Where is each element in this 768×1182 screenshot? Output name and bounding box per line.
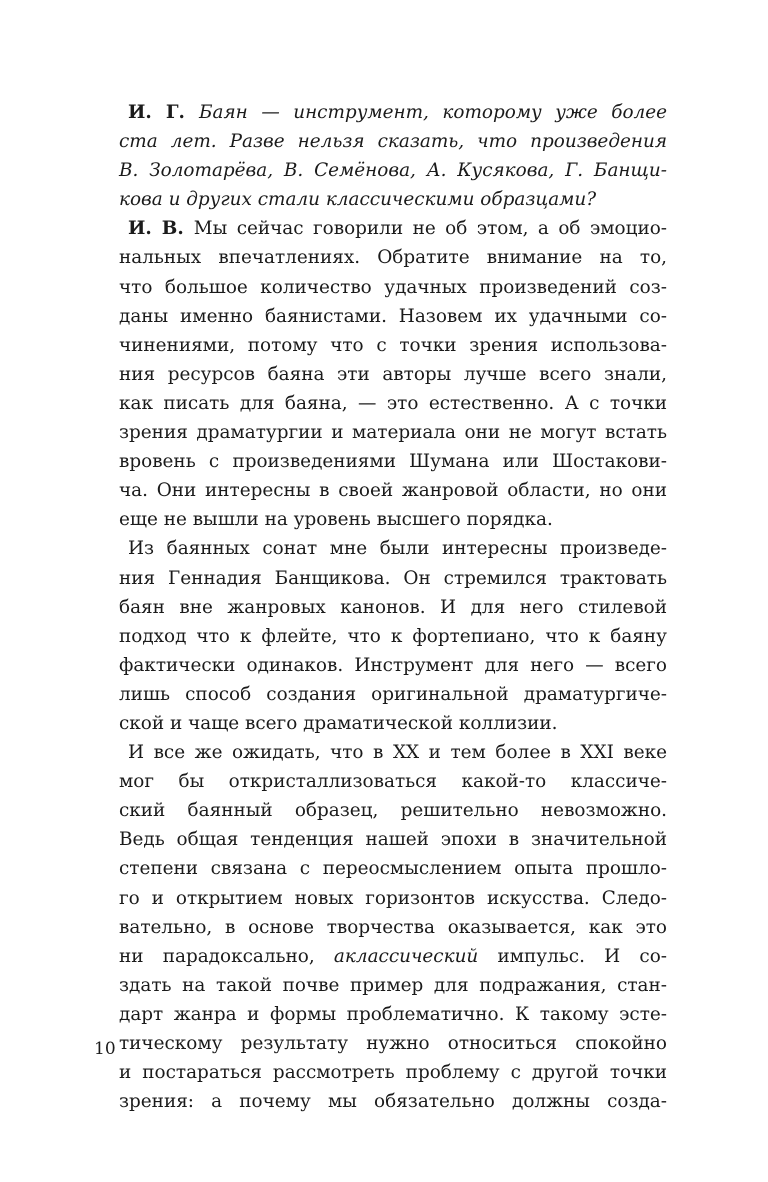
paragraph bbox=[119, 534, 667, 738]
text-segment: еще не вышли на уровень высшего порядка. bbox=[119, 509, 553, 531]
text-segment: Мы сейчас говорили не об этом, а об эмоцио- bbox=[193, 218, 668, 240]
text-line bbox=[119, 884, 667, 913]
text-segment: аклассический bbox=[333, 945, 479, 967]
text-segment: ни парадоксально, bbox=[119, 945, 334, 967]
text-line bbox=[119, 854, 667, 883]
text-segment: Ведь общая тенденция нашей эпохи в значительной bbox=[119, 829, 667, 851]
text-segment: го и открытием новых горизонтов искусства. Следо- bbox=[119, 887, 667, 909]
text-segment: дарт жанра и формы проблематично. К такому эсте- bbox=[119, 1003, 667, 1025]
text-line bbox=[119, 593, 667, 622]
text-line bbox=[119, 302, 667, 331]
text-segment: здать на такой почве пример для подражания, стан- bbox=[119, 974, 667, 996]
text-line bbox=[119, 418, 667, 447]
text-line bbox=[119, 185, 667, 214]
page-body bbox=[119, 98, 667, 1116]
text-line bbox=[119, 1029, 667, 1058]
text-segment: ста лет. Разве нельзя сказать, что произведения bbox=[119, 131, 667, 153]
text-segment: зрения драматургии и материала они не могут встать bbox=[119, 422, 667, 444]
text-segment: даны именно баянистами. Назовем их удачными со- bbox=[119, 305, 667, 327]
text-segment: нальных впечатлениях. Обратите внимание на то, bbox=[119, 247, 667, 269]
text-line bbox=[119, 214, 667, 243]
text-line bbox=[119, 534, 667, 563]
text-segment: ния ресурсов баяна эти авторы лучше всего знали, bbox=[119, 363, 667, 385]
text-line bbox=[119, 564, 667, 593]
text-segment: кова и других стали классическими образцами? bbox=[119, 189, 597, 211]
text-segment: фактически одинаков. Инструмент для него — всего bbox=[119, 654, 667, 676]
text-segment: баян вне жанровых канонов. И для него стилевой bbox=[119, 596, 667, 618]
text-segment: Из баянных сонат мне были интересны произведе- bbox=[128, 538, 667, 560]
text-line bbox=[119, 796, 667, 825]
text-line bbox=[119, 476, 667, 505]
paragraph bbox=[119, 214, 667, 534]
text-line bbox=[119, 709, 667, 738]
page-number: 10 bbox=[94, 1039, 116, 1059]
text-segment: тическому результату нужно относиться спокойно bbox=[119, 1033, 667, 1054]
text-segment: ской и чаще всего драматической коллизии. bbox=[119, 712, 558, 734]
text-line bbox=[119, 971, 667, 1000]
text-line bbox=[119, 156, 667, 185]
paragraph bbox=[119, 98, 667, 214]
speaker-label: И. Г. bbox=[128, 102, 200, 123]
text-line bbox=[119, 447, 667, 476]
text-line bbox=[119, 1087, 667, 1116]
text-segment: ча. Они интересны в своей жанровой области, но они bbox=[119, 480, 667, 502]
text-segment: импульс. И со- bbox=[478, 945, 667, 967]
text-line bbox=[119, 913, 667, 942]
text-segment: В. Золотарёва, В. Семёнова, А. Кусякова, Г. Банщи- bbox=[119, 160, 667, 182]
text-line bbox=[119, 389, 667, 418]
text-segment: как писать для баяна, — это естественно. А с точки bbox=[119, 392, 667, 414]
text-line bbox=[119, 360, 667, 389]
text-segment: Баян — инструмент, которому уже более bbox=[199, 102, 667, 123]
text-line bbox=[119, 98, 667, 127]
speaker-label: И. В. bbox=[128, 218, 194, 240]
text-segment: лишь способ создания оригинальной драматургиче- bbox=[119, 683, 667, 705]
text-line bbox=[119, 738, 667, 767]
text-line bbox=[119, 505, 667, 534]
text-segment: степени связана с переосмыслением опыта прошло- bbox=[119, 858, 667, 880]
paragraph bbox=[119, 738, 667, 1116]
text-line bbox=[119, 243, 667, 272]
text-line bbox=[119, 1000, 667, 1029]
text-line bbox=[119, 680, 667, 709]
text-segment: И все же ожидать, что в XX и тем более в XXI веке bbox=[128, 742, 667, 764]
text-line bbox=[119, 825, 667, 854]
text-line bbox=[119, 651, 667, 680]
text-segment: чинениями, потому что с точки зрения использова- bbox=[119, 334, 667, 356]
text-line bbox=[119, 1058, 667, 1087]
text-segment: и постараться рассмотреть проблему с другой точки bbox=[119, 1062, 667, 1084]
text-line bbox=[119, 942, 667, 971]
text-segment: зрения: а почему мы обязательно должны созда- bbox=[119, 1091, 667, 1113]
text-segment: подход что к флейте, что к фортепиано, что к баяну bbox=[119, 625, 667, 647]
text-segment: вательно, в основе творчества оказывается, как это bbox=[119, 916, 667, 938]
text-line bbox=[119, 331, 667, 360]
text-line bbox=[119, 622, 667, 651]
text-segment: ский баянный образец, решительно невозможно. bbox=[119, 800, 667, 822]
text-block bbox=[119, 98, 667, 1116]
text-segment: ния Геннадия Банщикова. Он стремился трактовать bbox=[119, 567, 667, 589]
text-line bbox=[119, 127, 667, 156]
text-line bbox=[119, 273, 667, 302]
text-line bbox=[119, 767, 667, 796]
text-segment: вровень с произведениями Шумана или Шостакови- bbox=[119, 451, 667, 473]
text-segment: что большое количество удачных произведений соз- bbox=[119, 276, 667, 298]
text-segment: мог бы откристаллизоваться какой-то классиче- bbox=[119, 771, 667, 793]
